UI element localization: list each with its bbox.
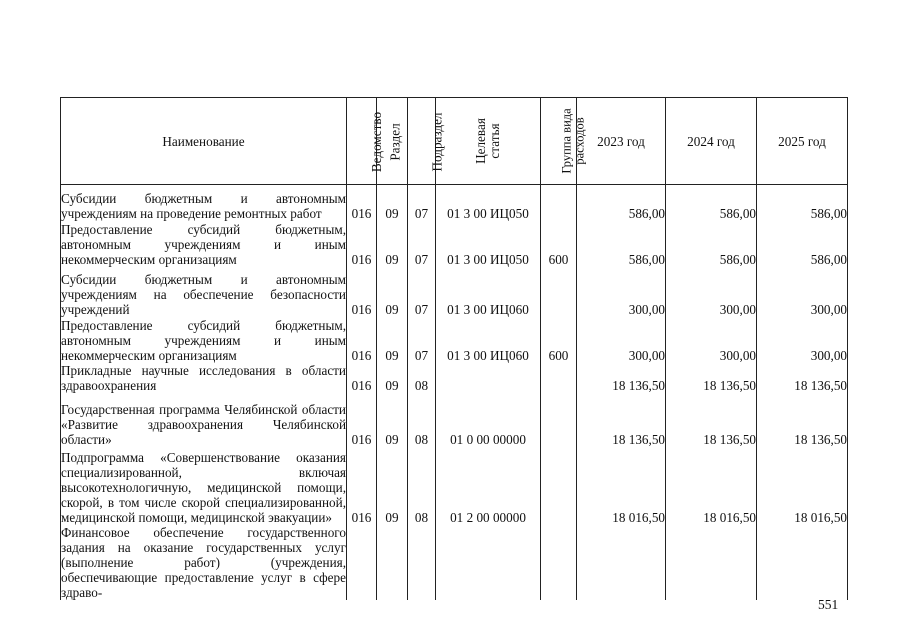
- row-name: Предоставление субсидий бюджетным, автономным учреждениям и иным некоммерческим организациям: [61, 221, 346, 267]
- row-2025: 18 016,50: [757, 447, 848, 525]
- table-row: [61, 317, 848, 363]
- row-2023: 18 136,50: [577, 393, 666, 447]
- row-name: Подпрограмма «Совершенствование оказания специализированной, включая высокотехнологичную, медицинской помощи, скорой, в том числе скорой специализированной, медицинской помощи, медицинской эвакуации»: [61, 447, 347, 525]
- header-2023: 2023 год: [577, 98, 666, 185]
- table-row: [61, 363, 848, 393]
- row-tselevaya: 01 0 00 00000: [436, 393, 541, 447]
- row-2023: [577, 525, 666, 600]
- header-razdel: Раздел: [377, 98, 408, 185]
- row-2025: 300,00: [757, 317, 848, 363]
- row-name: Государственная программа Челябинской области «Развитие здравоохранения Челябинской области»: [61, 393, 347, 447]
- row-podrazdel: 08: [408, 393, 436, 447]
- row-podrazdel: 08: [408, 447, 436, 525]
- row-2023: 586,00: [577, 185, 666, 221]
- table-header-row: [61, 98, 848, 185]
- row-2024: 300,00: [666, 267, 757, 317]
- row-vedomstvo: 016: [347, 185, 377, 221]
- row-razdel: 09: [377, 363, 408, 393]
- row-vedomstvo: [347, 525, 377, 600]
- row-name: Предоставление субсидий бюджетным, автономным учреждениям и иным некоммерческим организациям: [61, 317, 346, 363]
- table-row: [61, 185, 848, 221]
- row-razdel: 09: [377, 185, 408, 221]
- row-name: Субсидии бюджетным и автономным учреждениям на обеспечение безопасности учреждений: [61, 267, 347, 317]
- row-2023: 300,00: [577, 267, 666, 317]
- row-razdel: 09: [377, 221, 408, 267]
- row-gruppa: [541, 267, 577, 317]
- row-vedomstvo: 016: [347, 363, 377, 393]
- row-podrazdel: 07: [408, 185, 436, 221]
- row-name: Прикладные научные исследования в области здравоохранения: [61, 362, 346, 393]
- row-vedomstvo: 016: [347, 317, 377, 363]
- budget-table: [60, 97, 848, 600]
- row-name: Финансовое обеспечение государственного задания на оказание государственных услуг (выполнение работ) (учреждения, обеспечивающие предоставление услуг в сфере здраво-: [61, 524, 346, 600]
- row-podrazdel: 07: [408, 267, 436, 317]
- row-2025: 18 136,50: [757, 363, 848, 393]
- row-tselevaya: 01 3 00 ИЦ060: [436, 267, 541, 317]
- row-2024: 300,00: [666, 317, 757, 363]
- row-podrazdel: [408, 525, 436, 600]
- row-2024: [666, 525, 757, 600]
- header-2025: 2025 год: [757, 98, 848, 185]
- header-vedomstvo: Ведомство: [347, 98, 377, 185]
- row-name: Субсидии бюджетным и автономным учреждениям на проведение ремонтных работ: [61, 185, 347, 221]
- header-tselevaya: Целевая статья: [436, 98, 541, 185]
- row-2024: 586,00: [666, 221, 757, 267]
- header-name: Наименование: [61, 98, 347, 185]
- row-gruppa: [541, 185, 577, 221]
- row-2025: 300,00: [757, 267, 848, 317]
- row-gruppa: [541, 447, 577, 525]
- table-row: [61, 221, 848, 267]
- table-row: [61, 447, 848, 525]
- row-razdel: [377, 525, 408, 600]
- row-razdel: 09: [377, 267, 408, 317]
- row-razdel: 09: [377, 447, 408, 525]
- table-row: [61, 525, 848, 600]
- table-row: [61, 267, 848, 317]
- row-2024: 18 136,50: [666, 363, 757, 393]
- row-2025: 18 136,50: [757, 393, 848, 447]
- row-tselevaya: [436, 363, 541, 393]
- row-2023: 18 016,50: [577, 447, 666, 525]
- row-2024: 586,00: [666, 185, 757, 221]
- row-gruppa: [541, 363, 577, 393]
- row-gruppa: [541, 393, 577, 447]
- row-2023: 586,00: [577, 221, 666, 267]
- row-podrazdel: 07: [408, 221, 436, 267]
- header-2024: 2024 год: [666, 98, 757, 185]
- row-podrazdel: 07: [408, 317, 436, 363]
- row-gruppa: [541, 525, 577, 600]
- row-2023: 18 136,50: [577, 363, 666, 393]
- table-row: [61, 393, 848, 447]
- row-vedomstvo: 016: [347, 447, 377, 525]
- row-2023: 300,00: [577, 317, 666, 363]
- row-tselevaya: 01 3 00 ИЦ060: [436, 317, 541, 363]
- row-gruppa: 600: [541, 317, 577, 363]
- row-podrazdel: 08: [408, 363, 436, 393]
- row-tselevaya: 01 2 00 00000: [436, 447, 541, 525]
- row-vedomstvo: 016: [347, 267, 377, 317]
- row-gruppa: 600: [541, 221, 577, 267]
- row-2024: 18 016,50: [666, 447, 757, 525]
- header-gruppa: Группа вида расходов: [541, 98, 577, 185]
- row-2025: [757, 525, 848, 600]
- row-2024: 18 136,50: [666, 393, 757, 447]
- row-tselevaya: 01 3 00 ИЦ050: [436, 221, 541, 267]
- row-vedomstvo: 016: [347, 393, 377, 447]
- page-number: 551: [818, 597, 839, 612]
- row-2025: 586,00: [757, 185, 848, 221]
- row-tselevaya: 01 3 00 ИЦ050: [436, 185, 541, 221]
- row-tselevaya: [436, 525, 541, 600]
- row-razdel: 09: [377, 393, 408, 447]
- row-2025: 586,00: [757, 221, 848, 267]
- row-vedomstvo: 016: [347, 221, 377, 267]
- row-razdel: 09: [377, 317, 408, 363]
- header-podrazdel: Подраздел: [408, 98, 436, 185]
